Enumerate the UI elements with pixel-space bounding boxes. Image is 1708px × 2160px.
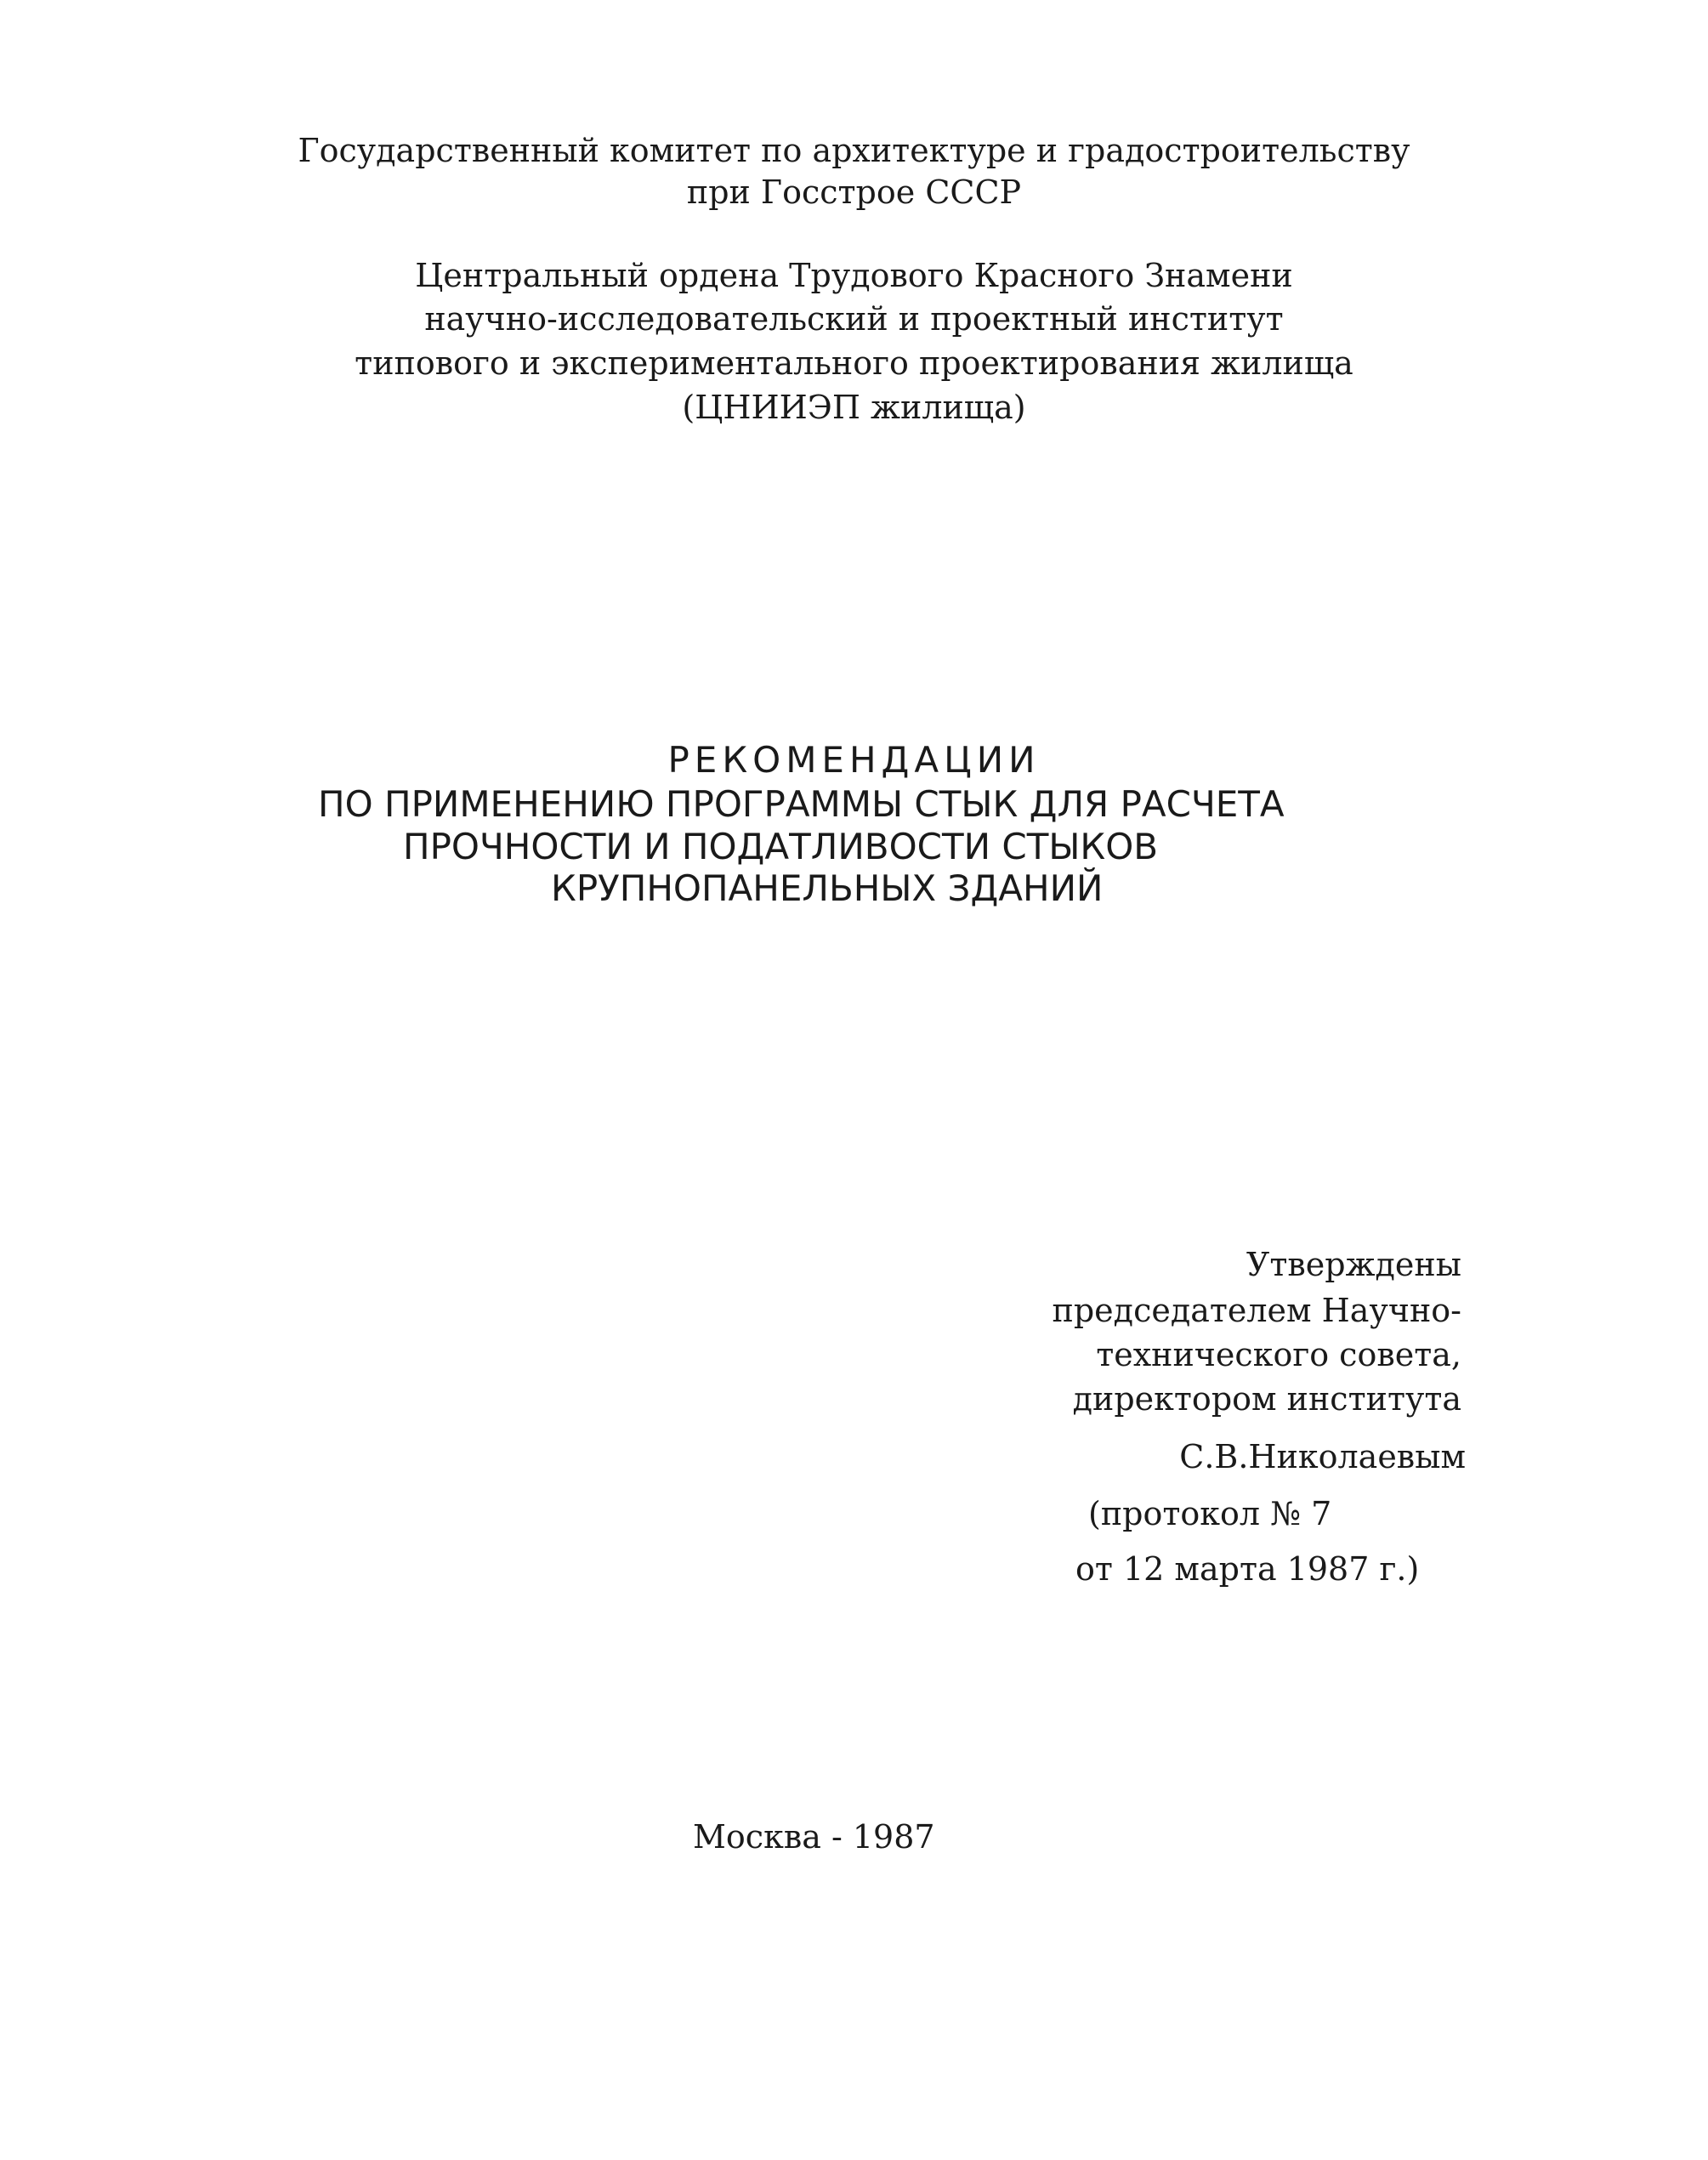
place-and-year: Москва - 1987 xyxy=(693,1818,935,1856)
institute-name-line-1: Центральный ордена Трудового Красного Знамени xyxy=(415,257,1293,294)
document-title-line-2: ПО ПРИМЕНЕНИЮ ПРОГРАММЫ СТЫК ДЛЯ РАСЧЕТА xyxy=(318,783,1285,825)
committee-name-line-2: при Госстрое СССР xyxy=(686,173,1022,211)
document-title-line-3: ПРОЧНОСТИ И ПОДАТЛИВОСТИ СТЫКОВ xyxy=(403,826,1159,867)
approval-line-4: директором института xyxy=(1072,1380,1461,1418)
protocol-date: от 12 марта 1987 г.) xyxy=(1075,1550,1420,1588)
document-title-line-4: КРУПНОПАНЕЛЬНЫХ ЗДАНИЙ xyxy=(551,867,1104,909)
approval-line-3: технического совета, xyxy=(1096,1336,1461,1373)
document-title-line-1: РЕКОМЕНДАЦИИ xyxy=(667,739,1041,781)
approver-name: С.В.Николаевым xyxy=(1179,1438,1466,1475)
committee-name-line-1: Государственный комитет по архитектуре и градостроительству xyxy=(298,132,1410,169)
approval-line-2: председателем Научно- xyxy=(1052,1292,1461,1329)
institute-abbreviation: (ЦНИИЭП жилища) xyxy=(682,389,1026,426)
approval-heading: Утверждены xyxy=(1246,1246,1461,1283)
institute-name-line-3: типового и экспериментального проектирования жилища xyxy=(355,344,1353,382)
protocol-number: (протокол № 7 xyxy=(1088,1495,1332,1532)
institute-name-line-2: научно-исследовательский и проектный институт xyxy=(424,300,1284,338)
